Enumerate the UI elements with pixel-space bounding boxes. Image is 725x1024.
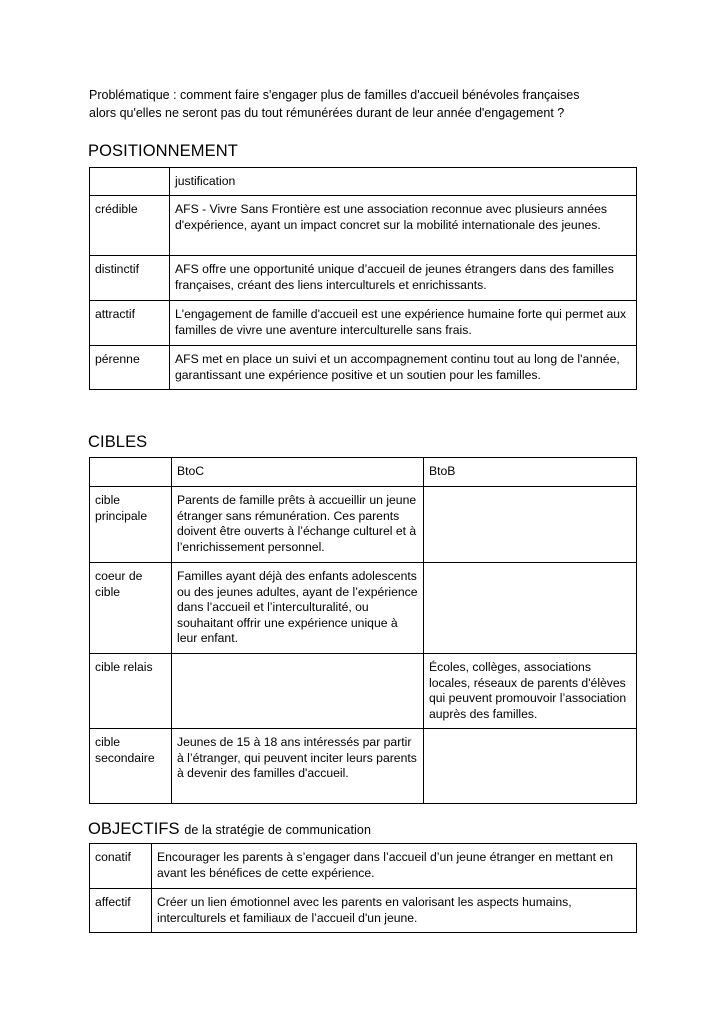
cibles-table bbox=[89, 457, 637, 804]
row-label: cible principale bbox=[90, 487, 172, 563]
column-header-justification: justification bbox=[170, 168, 637, 196]
problematique-line-2: alors qu'elles ne seront pas du tout rémunérées durant de leur année d'engagement ? bbox=[89, 106, 565, 120]
objectifs-table bbox=[89, 843, 637, 933]
problematique-line-1: Problématique : comment faire s'engager plus de familles d'accueil bénévoles françaises bbox=[89, 88, 580, 102]
table-header-row bbox=[90, 168, 637, 196]
table-row bbox=[90, 346, 637, 390]
table-row bbox=[90, 196, 637, 256]
btoc-cell: Familles ayant déjà des enfants adolescents ou des jeunes adultes, ayant de l’expérience dans l’accueil et l’interculturalité, ou souhaitant offrir une expérience unique à leur enfant. bbox=[172, 563, 424, 654]
row-text: L'engagement de famille d'accueil est une expérience humaine forte qui permet aux familles de vivre une aventure interculturelle sans frais. bbox=[170, 301, 637, 346]
table-row bbox=[90, 729, 637, 804]
table-row bbox=[90, 256, 637, 301]
row-label: cible relais bbox=[90, 654, 172, 729]
row-label: crédible bbox=[90, 196, 170, 256]
row-label: attractif bbox=[90, 301, 170, 346]
btob-cell bbox=[424, 563, 637, 654]
objectifs-title: OBJECTIFS bbox=[88, 820, 180, 838]
row-label: distinctif bbox=[90, 256, 170, 301]
table-row bbox=[90, 889, 637, 933]
row-label: affectif bbox=[90, 889, 152, 933]
table-row bbox=[90, 301, 637, 346]
positionnement-table bbox=[89, 167, 637, 390]
column-header-btob: BtoB bbox=[424, 458, 637, 487]
cibles-heading: CIBLES bbox=[88, 433, 148, 451]
row-label: coeur de cible bbox=[90, 563, 172, 654]
row-text: AFS offre une opportunité unique d’accueil de jeunes étrangers dans des familles françaises, créant des liens interculturels et enrichissants. bbox=[170, 256, 637, 301]
table-row bbox=[90, 487, 637, 563]
column-header-btoc: BtoC bbox=[172, 458, 424, 487]
table-row bbox=[90, 654, 637, 729]
problematique bbox=[89, 86, 649, 122]
row-text: Créer un lien émotionnel avec les parents en valorisant les aspects humains, interculturels et familiaux de l’accueil d'un jeune. bbox=[152, 889, 637, 933]
objectifs-subtitle: de la stratégie de communication bbox=[184, 823, 371, 837]
row-label: pérenne bbox=[90, 346, 170, 390]
table-row bbox=[90, 563, 637, 654]
empty-cell bbox=[90, 168, 170, 196]
row-label: conatif bbox=[90, 844, 152, 889]
btob-cell: Écoles, collèges, associations locales, réseaux de parents d'élèves qui peuvent promouvoir l’association auprès des familles. bbox=[424, 654, 637, 729]
table-header-row bbox=[90, 458, 637, 487]
btob-cell bbox=[424, 729, 637, 804]
btoc-cell: Jeunes de 15 à 18 ans intéressés par partir à l’étranger, qui peuvent inciter leurs parents à devenir des familles d'accueil. bbox=[172, 729, 424, 804]
row-text: AFS - Vivre Sans Frontière est une association reconnue avec plusieurs années d'expérience, ayant un impact concret sur la mobilité internationale des jeunes. bbox=[170, 196, 637, 256]
btoc-cell bbox=[172, 654, 424, 729]
table-row bbox=[90, 844, 637, 889]
objectifs-heading bbox=[88, 820, 371, 839]
btoc-cell: Parents de famille prêts à accueillir un jeune étranger sans rémunération. Ces parents doivent être ouverts à l’échange culturel et à l’enrichissement personnel. bbox=[172, 487, 424, 563]
row-label: cible secondaire bbox=[90, 729, 172, 804]
positionnement-heading: POSITIONNEMENT bbox=[88, 142, 238, 160]
empty-cell bbox=[90, 458, 172, 487]
btob-cell bbox=[424, 487, 637, 563]
row-text: Encourager les parents à s’engager dans l’accueil d’un jeune étranger en mettant en avant les bénéfices de cette expérience. bbox=[152, 844, 637, 889]
row-text: AFS met en place un suivi et un accompagnement continu tout au long de l'année, garantissant une expérience positive et un soutien pour les familles. bbox=[170, 346, 637, 390]
